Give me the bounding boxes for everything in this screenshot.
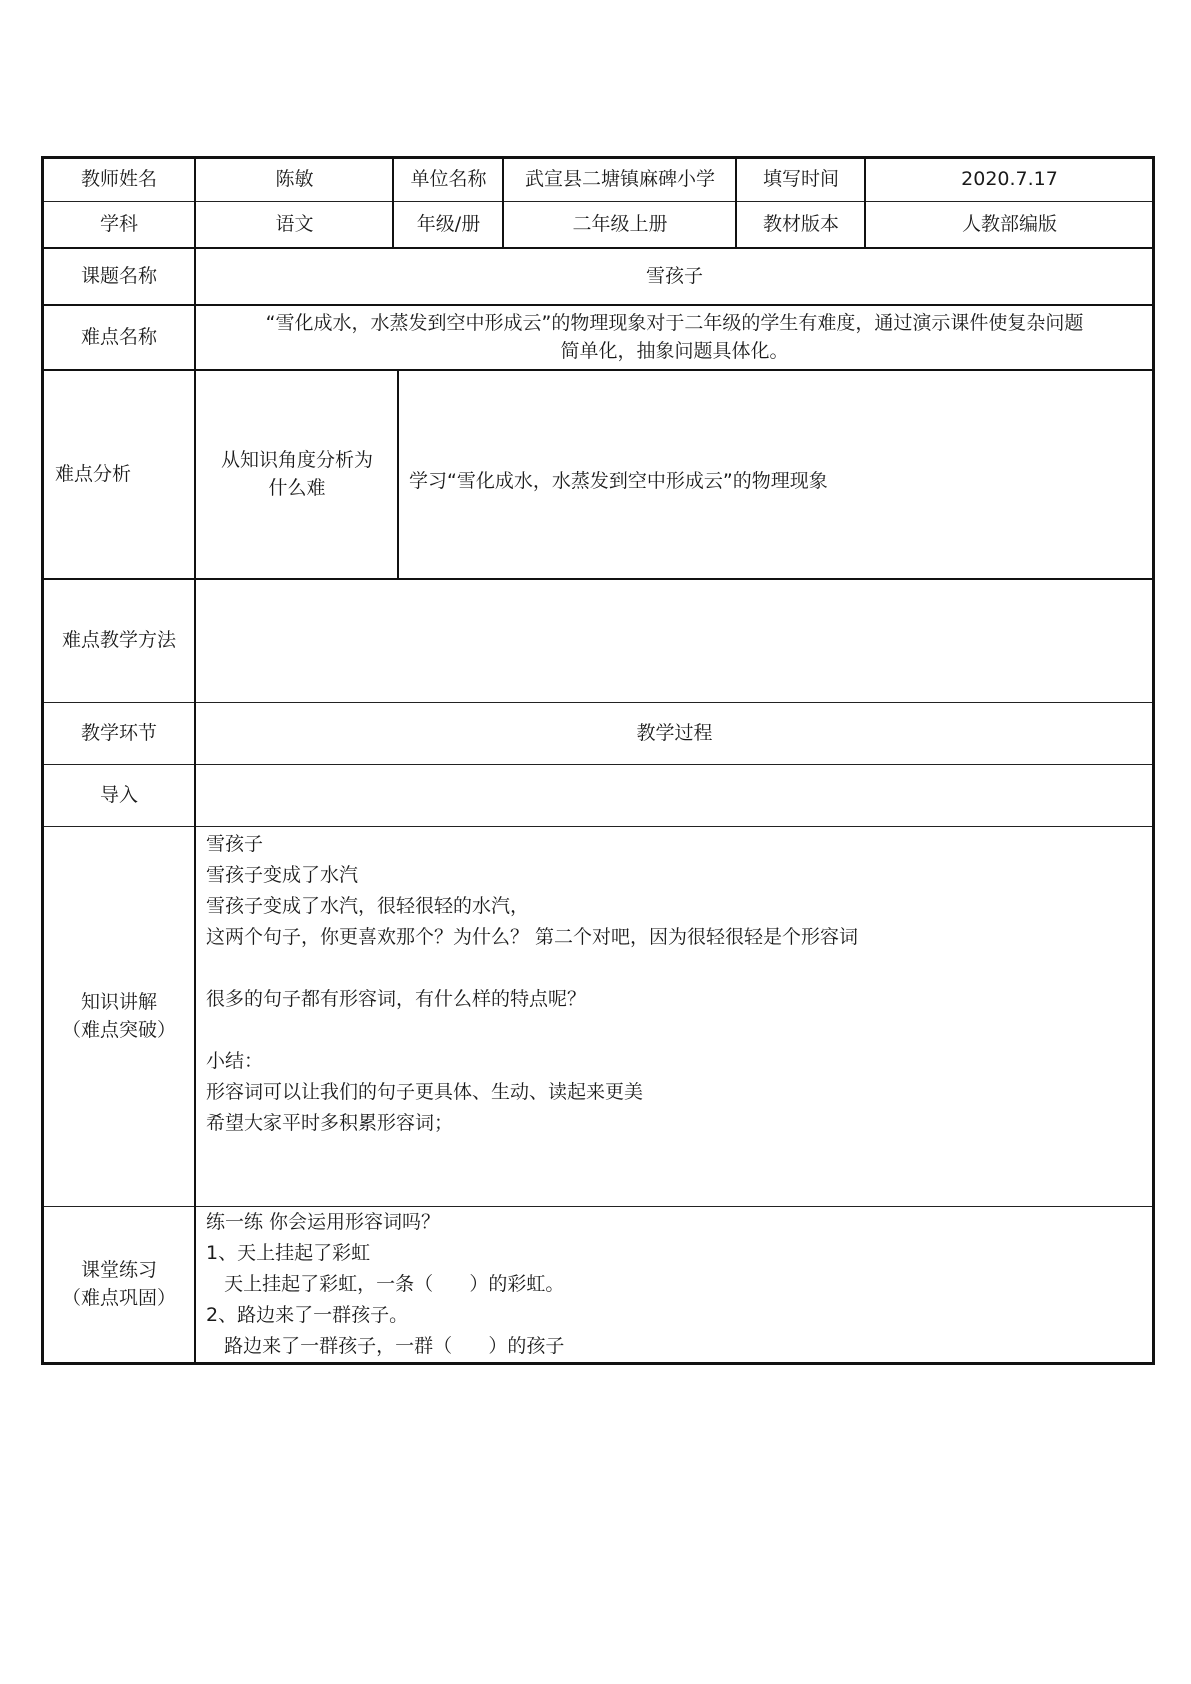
knowledge-line: 希望大家平时多积累形容词；	[206, 1112, 454, 1134]
rule-row5-bottom	[42, 578, 1154, 580]
practice-content	[195, 1206, 1153, 1363]
difficulty-value	[195, 305, 1153, 370]
knowledge-line	[206, 955, 858, 986]
difficulty-line-2: 简单化，抽象问题具体化。	[560, 340, 789, 362]
practice-lines	[206, 1209, 564, 1364]
practice-label	[42, 1206, 195, 1363]
knowledge-lines	[206, 831, 858, 1141]
date-value	[865, 158, 1153, 201]
analysis-label-text: 难点分析	[55, 463, 132, 486]
topic-label-text: 课题名称	[80, 265, 157, 288]
analysis-label	[42, 370, 195, 579]
edition-label	[736, 201, 865, 247]
knowledge-line: 这两个句子，你更喜欢那个？为什么？ 第二个对吧，因为很轻很轻是个形容词	[206, 926, 859, 948]
teacher-value	[195, 158, 393, 201]
date-value-text: 2020.7.17	[961, 168, 1058, 191]
analysis-sublabel-text	[221, 447, 373, 502]
rule-row2-bottom	[42, 247, 1154, 249]
teacher-label	[42, 158, 195, 201]
knowledge-line: 雪孩子变成了水汽	[206, 864, 359, 886]
knowledge-line: 很多的句子都有形容词，有什么样的特点呢？	[206, 988, 587, 1010]
edition-label-text: 教材版本	[762, 212, 839, 235]
knowledge-line: 雪孩子	[206, 833, 264, 855]
process-label	[42, 702, 195, 764]
rule-col-date-value	[864, 157, 866, 247]
rule-analysis-split	[397, 370, 399, 579]
analysis-value-text: 学习“雪化成水，水蒸发到空中形成云”的物理现象	[409, 470, 828, 493]
subject-label	[42, 201, 195, 247]
date-label-text: 填写时间	[762, 168, 839, 191]
topic-value	[195, 248, 1153, 305]
practice-line: 2、路边来了一群孩子。	[206, 1304, 409, 1326]
difficulty-text	[266, 310, 1084, 365]
knowledge-label-line-2: （难点突破）	[61, 1018, 176, 1041]
difficulty-label	[42, 305, 195, 370]
grade-value	[503, 201, 736, 247]
teacher-label-text: 教师姓名	[80, 168, 157, 191]
analysis-sublabel	[195, 370, 398, 579]
knowledge-content	[195, 826, 1153, 1206]
unit-value-text: 武宣县二塘镇麻碑小学	[524, 168, 715, 191]
subject-label-text: 学科	[99, 212, 138, 235]
practice-line: 路边来了一群孩子，一群（ ）的孩子	[206, 1335, 565, 1357]
knowledge-line: 小结：	[206, 1050, 264, 1072]
topic-label	[42, 248, 195, 305]
difficulty-label-text-main: 难点名称	[80, 326, 157, 349]
grade-label	[393, 201, 503, 247]
method-label-text: 难点教学方法	[61, 629, 176, 652]
topic-value-text: 雪孩子	[645, 265, 703, 288]
method-value	[195, 579, 1153, 702]
knowledge-line: 形容词可以让我们的句子更具体、生动、读起来更美	[206, 1081, 644, 1103]
rule-row4-bottom	[42, 369, 1154, 371]
practice-line: 1、天上挂起了彩虹	[206, 1242, 371, 1264]
intro-label	[42, 764, 195, 826]
teacher-value-text: 陈敏	[275, 168, 314, 191]
analysis-value	[398, 370, 1153, 579]
rule-col-unit-value	[502, 157, 504, 247]
knowledge-label-text	[62, 989, 176, 1044]
subject-value	[195, 201, 393, 247]
difficulty-line-1: “雪化成水，水蒸发到空中形成云”的物理现象对于二年级的学生有难度，通过演示课件使复杂问题	[265, 312, 1084, 335]
process-value-text: 教学过程	[636, 721, 713, 744]
date-label	[736, 158, 865, 201]
edition-value	[865, 201, 1153, 247]
process-value	[195, 702, 1153, 764]
intro-value	[195, 764, 1153, 826]
practice-line: 天上挂起了彩虹，一条（ ）的彩虹。	[206, 1273, 565, 1295]
knowledge-label	[42, 826, 195, 1206]
rule-label-column	[194, 157, 196, 1364]
unit-label-text: 单位名称	[410, 168, 487, 191]
method-label	[42, 579, 195, 702]
intro-label-text: 导入	[99, 783, 138, 806]
edition-value-text: 人教部编版	[961, 212, 1057, 235]
process-label-text: 教学环节	[80, 721, 157, 744]
grade-value-text: 二年级上册	[572, 212, 668, 235]
practice-line: 练一练 你会运用形容词吗？	[206, 1211, 441, 1233]
rule-col-unit	[392, 157, 394, 247]
practice-label-text	[62, 1257, 176, 1312]
knowledge-label-line-1: 知识讲解	[80, 990, 157, 1013]
unit-label	[393, 158, 503, 201]
subject-value-text: 语文	[275, 212, 314, 235]
practice-label-line-2: （难点巩固）	[61, 1287, 176, 1309]
unit-value	[503, 158, 736, 201]
grade-label-text: 年级/册	[416, 212, 481, 235]
knowledge-line	[206, 1017, 858, 1048]
analysis-sublabel-line-1: 从知识角度分析为	[220, 449, 373, 472]
rule-row3-bottom	[42, 304, 1154, 306]
analysis-sublabel-line-2: 什么难	[268, 477, 326, 499]
rule-col-date	[735, 157, 737, 247]
practice-label-line-1: 课堂练习	[80, 1259, 157, 1282]
knowledge-line: 雪孩子变成了水汽，很轻很轻的水汽，	[206, 895, 530, 917]
